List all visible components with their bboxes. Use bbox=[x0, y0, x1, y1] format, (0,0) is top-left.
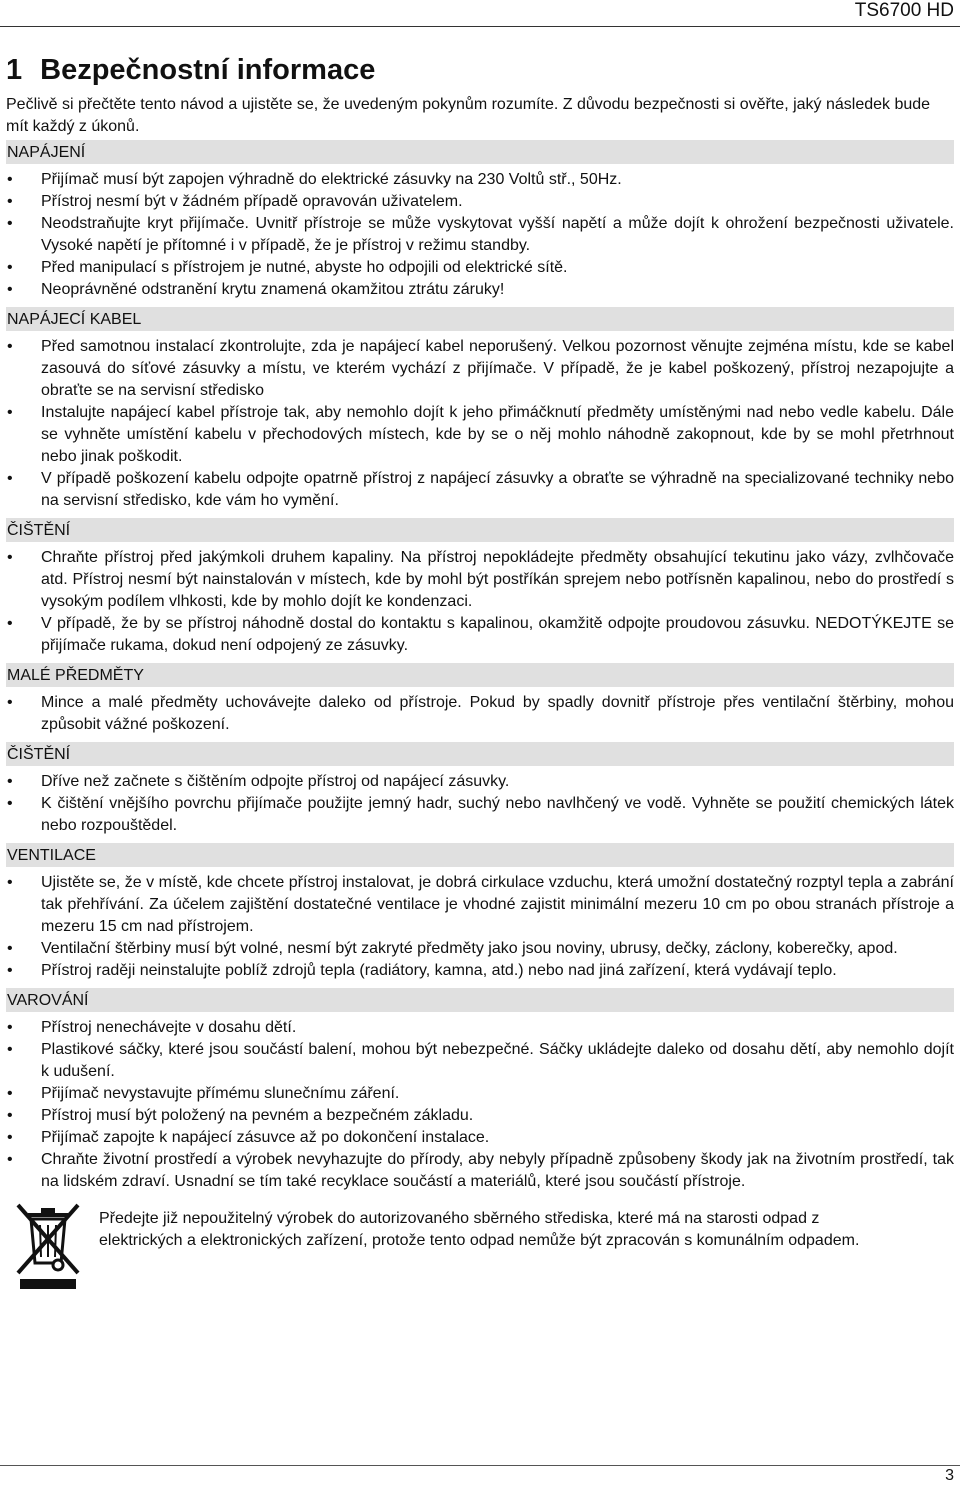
bullet-list bbox=[6, 1017, 954, 1193]
document-body bbox=[6, 94, 954, 1293]
list-item: • Dříve než začnete s čištěním odpojte přístroj od napájecí zásuvky. bbox=[6, 771, 954, 793]
intro-paragraph: Pečlivě si přečtěte tento návod a ujistěte se, že uvedeným pokynům rozumíte. Z důvodu bezpečnosti si ověřte, jaký následek bude mít každý z úkonů. bbox=[6, 96, 931, 135]
crossed-out-wheelie-bin-icon bbox=[10, 1203, 86, 1293]
section-small-objects bbox=[6, 663, 954, 736]
section-title: Bezpečnostní informace bbox=[40, 54, 376, 86]
bullet-list bbox=[6, 872, 954, 982]
section-heading: NAPÁJECÍ KABEL bbox=[6, 307, 954, 331]
bullet-list bbox=[6, 771, 954, 837]
section-heading: NAPÁJENÍ bbox=[6, 140, 954, 164]
list-item: • Přijímač nevystavujte přímému slunečnímu záření. bbox=[6, 1083, 954, 1105]
list-item: • Přístroj nenechávejte v dosahu dětí. bbox=[6, 1017, 954, 1039]
list-item: • Neodstraňujte kryt přijímače. Uvnitř přístroje se může vyskytovat vyšší napětí a může dojít k ohrožení bezpečnosti uživatele. Vysoké napětí je přítomné i v případě, že je přístroj v režimu standby. bbox=[6, 213, 954, 257]
page-title bbox=[6, 52, 375, 88]
list-item: • Plastikové sáčky, které jsou součástí balení, mohou být nebezpečné. Sáčky ukládejte daleko od dosahu dětí, aby nemohlo dojít k udušení. bbox=[6, 1039, 954, 1083]
section-cleaning bbox=[6, 742, 954, 837]
list-item: • Instalujte napájecí kabel přístroje tak, aby nemohlo dojít k jeho přimáčknutí předměty umístěnými nad nebo vedle kabelu. Dále se vyhněte umístění kabelu v přechodových místech, kde by se o něj mohlo náhodně zakopnout, kde by se mohl přetrhnout nebo jinak poškodit. bbox=[6, 402, 954, 468]
section-heading: VENTILACE bbox=[6, 843, 954, 867]
list-item: • Přijímač musí být zapojen výhradně do elektrické zásuvky na 230 Voltů stř., 50Hz. bbox=[6, 169, 954, 191]
footer-divider bbox=[0, 1465, 960, 1466]
section-number: 1 bbox=[6, 54, 23, 86]
weee-notice-text: Předejte již nepoužitelný výrobek do autorizovaného sběrného střediska, které má na starosti odpad z elektrických a elektronických zařízení, protože tento odpad nemůže být zpracován s komunálním odpadem. bbox=[99, 1210, 860, 1249]
list-item: • Chraňte přístroj před jakýmkoli druhem kapaliny. Na přístroj nepokládejte předměty obsahující tekutinu jako vázy, zvlhčovače atd. Přístroj nesmí být nainstalován v místech, kde by mohl být postříkán sprejem nebo potřísněn kapalinou, nebo do prostředí s vysokým podílem vlhkosti, kde by mohlo dojít ke kondenzaci. bbox=[6, 547, 954, 613]
list-item: • Ventilační štěrbiny musí být volné, nesmí být zakryté předměty jako jsou noviny, ubrusy, dečky, záclony, koberečky, apod. bbox=[6, 938, 954, 960]
bullet-list bbox=[6, 169, 954, 301]
list-item: • Chraňte životní prostředí a výrobek nevyhazujte do přírody, aby nebyly případně způsobeny škody jak na životním prostředí, tak na lidském zdraví. Usnadní se tím také recyklace součástí a materiálů, které jsou součástí přístroje. bbox=[6, 1149, 954, 1193]
bullet-list bbox=[6, 692, 954, 736]
section-ventilation bbox=[6, 843, 954, 982]
header-divider bbox=[0, 26, 960, 27]
section-heading: VAROVÁNÍ bbox=[6, 988, 954, 1012]
list-item: • Před manipulací s přístrojem je nutné, abyste ho odpojili od elektrické sítě. bbox=[6, 257, 954, 279]
page-number: 3 bbox=[945, 1467, 954, 1484]
section-warning bbox=[6, 988, 954, 1193]
section-power-cable bbox=[6, 307, 954, 512]
list-item: • V případě, že by se přístroj náhodně dostal do kontaktu s kapalinou, okamžitě odpojte proudovou zásuvku. NEDOTÝKEJTE se přijímače rukama, dokud není odpojený ze zásuvky. bbox=[6, 613, 954, 657]
header-model-name: TS6700 HD bbox=[854, 0, 954, 21]
section-heading: MALÉ PŘEDMĚTY bbox=[6, 663, 954, 687]
list-item: • V případě poškození kabelu odpojte opatrně přístroj z napájecí zásuvky a obraťte se výhradně na specializované techniky nebo na servisní středisko, kde vám ho vymění. bbox=[6, 468, 954, 512]
section-heading: ČIŠTĚNÍ bbox=[6, 518, 954, 542]
list-item: • Přístroj raději neinstalujte poblíž zdrojů tepla (radiátory, kamna, atd.) nebo nad jiná zařízení, která vydávají teplo. bbox=[6, 960, 954, 982]
section-power bbox=[6, 140, 954, 301]
section-heading: ČIŠTĚNÍ bbox=[6, 742, 954, 766]
bullet-list bbox=[6, 336, 954, 512]
list-item: • Neoprávněné odstranění krytu znamená okamžitou ztrátu záruky! bbox=[6, 279, 954, 301]
list-item: • K čištění vnějšího povrchu přijímače použijte jemný hadr, suchý nebo navlhčený ve vodě. Vyhněte se použití chemických látek nebo rozpouštědel. bbox=[6, 793, 954, 837]
list-item: • Přijímač zapojte k napájecí zásuvce až po dokončení instalace. bbox=[6, 1127, 954, 1149]
section-cleaning-liquids bbox=[6, 518, 954, 657]
list-item: • Před samotnou instalací zkontrolujte, zda je napájecí kabel neporušený. Velkou pozornost věnujte zejména místu, kde se kabel zasouvá do síťové zásuvky a místu, ve kterém vychází z přijímače. V případě, že je kabel poškozený, přístroj nezapojujte a obraťte se na servisní středisko bbox=[6, 336, 954, 402]
weee-notice bbox=[6, 1203, 954, 1293]
list-item: • Ujistěte se, že v místě, kde chcete přístroj instalovat, je dobrá cirkulace vzduchu, která umožní dostatečný rozptyl tepla a zabrání tak přehřívání. Za účelem zajištění dostatečné ventilace je vhodné zajistit minimální mezeru 10 cm po obou stranách přístroje a mezeru 15 cm nad přístrojem. bbox=[6, 872, 954, 938]
bullet-list bbox=[6, 547, 954, 657]
list-item: • Přístroj musí být položený na pevném a bezpečném základu. bbox=[6, 1105, 954, 1127]
list-item: • Mince a malé předměty uchovávejte daleko od přístroje. Pokud by spadly dovnitř přístroje přes ventilační štěrbiny, mohou způsobit vážné poškození. bbox=[6, 692, 954, 736]
list-item: • Přístroj nesmí být v žádném případě opravován uživatelem. bbox=[6, 191, 954, 213]
